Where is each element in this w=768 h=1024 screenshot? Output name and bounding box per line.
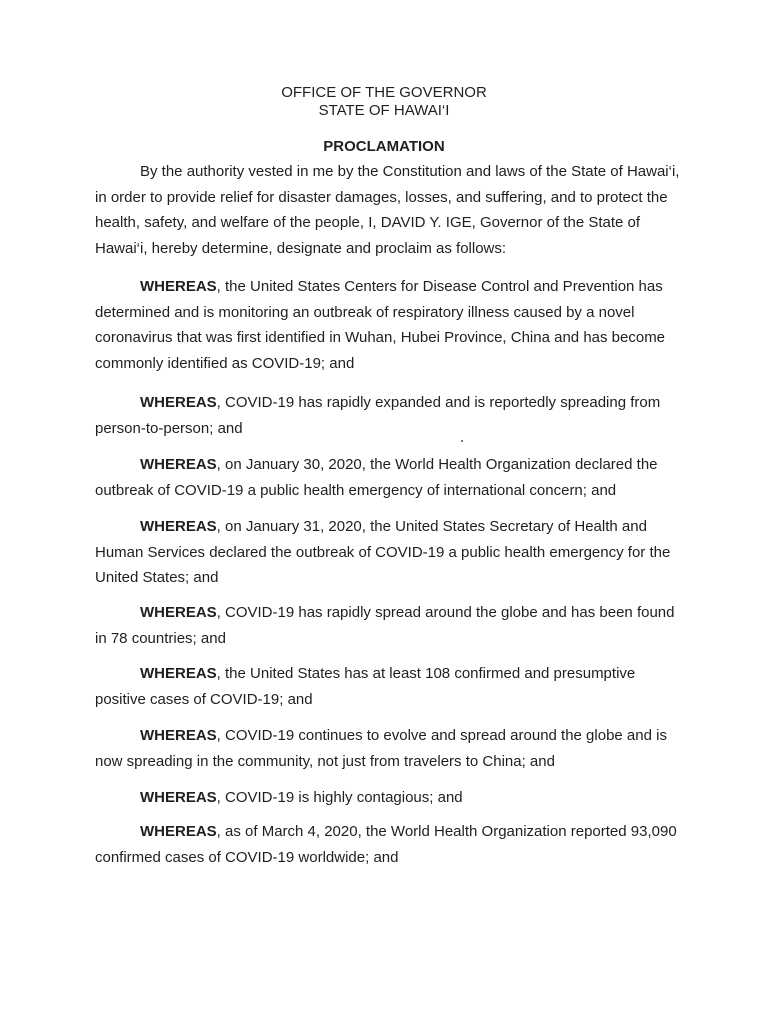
whereas-clause bbox=[95, 514, 690, 591]
whereas-label: WHEREAS bbox=[140, 823, 217, 840]
whereas-clause bbox=[95, 452, 690, 503]
whereas-clause bbox=[95, 661, 690, 712]
clause-text: , COVID-19 is highly contagious; and bbox=[216, 789, 463, 806]
whereas-clause bbox=[95, 819, 690, 870]
whereas-clause bbox=[95, 723, 690, 774]
clause-text: , on January 30, 2020, the World Health Organization declared the outbreak of COVID-19 a public health emergency of international concern; and bbox=[95, 456, 658, 499]
whereas-label: WHEREAS bbox=[140, 278, 217, 295]
intro-paragraph: By the authority vested in me by the Constitution and laws of the State of Hawai‘i, in order to provide relief for disaster damages, losses, and suffering, and to protect the health, safety, and welfare of the people, I, DAVID Y. IGE, Governor of the State of Hawai‘i, hereby determine, designate and proclaim as follows: bbox=[95, 163, 680, 257]
whereas-label: WHEREAS bbox=[140, 394, 217, 411]
whereas-label: WHEREAS bbox=[140, 604, 217, 621]
clause-text: , COVID-19 has rapidly spread around the globe and has been found in 78 countries; and bbox=[95, 604, 675, 647]
whereas-clause bbox=[95, 600, 690, 651]
state-heading: STATE OF HAWAI‘I bbox=[318, 102, 450, 119]
scan-speck bbox=[461, 440, 463, 442]
whereas-label: WHEREAS bbox=[140, 727, 217, 744]
whereas-clause bbox=[95, 390, 690, 441]
clause-text: , the United States has at least 108 confirmed and presumptive positive cases of COVID-19; and bbox=[95, 665, 636, 708]
clause-text: , the United States Centers for Disease Control and Prevention has determined and is monitoring an outbreak of respiratory illness caused by a novel coronavirus that was first identified in Wuhan, Hubei Province, China and has become commonly identified as COVID-19; and bbox=[95, 278, 666, 372]
whereas-clause bbox=[95, 785, 690, 811]
whereas-label: WHEREAS bbox=[140, 789, 217, 806]
proclamation-title: PROCLAMATION bbox=[323, 138, 445, 155]
whereas-clause bbox=[95, 274, 690, 376]
clause-text: , COVID-19 continues to evolve and spread around the globe and is now spreading in the community, not just from travelers to China; and bbox=[95, 727, 667, 770]
whereas-label: WHEREAS bbox=[140, 518, 217, 535]
clause-text: , on January 31, 2020, the United States Secretary of Health and Human Services declared the outbreak of COVID-19 a public health emergency for the United States; and bbox=[95, 518, 671, 587]
clause-text: , as of March 4, 2020, the World Health Organization reported 93,090 confirmed cases of COVID-19 worldwide; and bbox=[95, 823, 677, 866]
whereas-label: WHEREAS bbox=[140, 665, 217, 682]
whereas-label: WHEREAS bbox=[140, 456, 217, 473]
clause-text: , COVID-19 has rapidly expanded and is reportedly spreading from person-to-person; and bbox=[95, 394, 661, 437]
office-heading: OFFICE OF THE GOVERNOR bbox=[281, 84, 487, 101]
